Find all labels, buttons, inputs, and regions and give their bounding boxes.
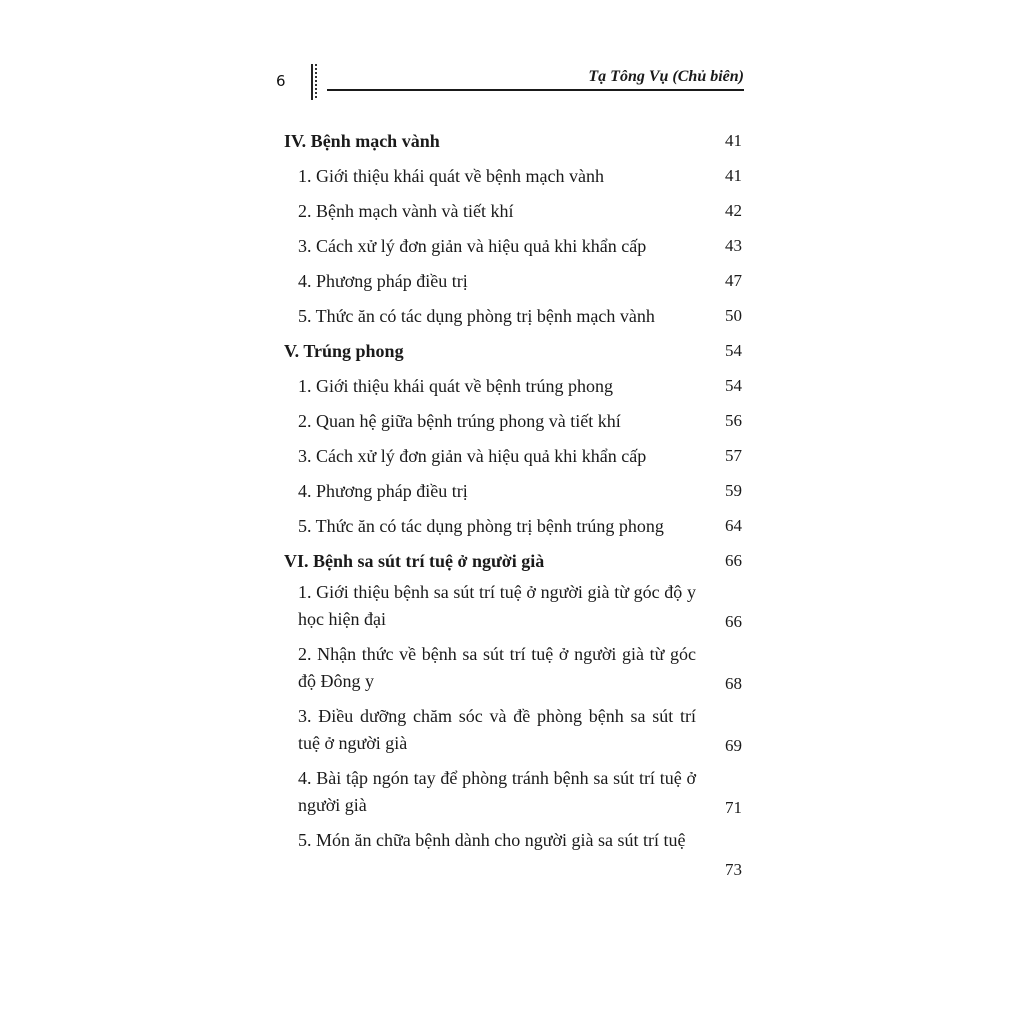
toc-page-ref: 71 [725, 798, 742, 817]
toc-item [284, 299, 742, 334]
page-header [276, 68, 746, 100]
toc-page-ref: 41 [725, 166, 742, 185]
toc-page-ref: 73 [725, 860, 742, 879]
toc-item [284, 827, 742, 889]
toc-page-ref: 54 [725, 376, 742, 395]
toc-item-label: 5. Món ăn chữa bệnh dành cho người già sa sút trí tuệ [298, 830, 686, 850]
toc-item [284, 765, 742, 827]
toc-page-ref: 54 [725, 341, 742, 360]
toc-page-ref: 43 [725, 236, 742, 255]
toc-page-ref: 59 [725, 481, 742, 500]
toc-item-label: 1. Giới thiệu bệnh sa sút trí tuệ ở người già từ góc độ y học hiện đại [298, 582, 696, 629]
table-of-contents [284, 124, 742, 889]
toc-item-label: 3. Cách xử lý đơn giản và hiệu quả khi khẩn cấp [298, 236, 647, 256]
toc-item [284, 369, 742, 404]
toc-page-ref: 68 [725, 674, 742, 693]
header-rule [327, 89, 744, 91]
page-number: 6 [276, 72, 286, 90]
toc-item [284, 229, 742, 264]
ornament-dotted-bar [315, 64, 317, 100]
toc-item [284, 703, 742, 765]
toc-section [284, 124, 742, 159]
toc-item [284, 194, 742, 229]
toc-item-label: 3. Điều dưỡng chăm sóc và đề phòng bệnh sa sút trí tuệ ở người già [298, 706, 696, 753]
toc-item-label: 1. Giới thiệu khái quát về bệnh trúng phong [298, 376, 613, 396]
toc-item-label: 5. Thức ăn có tác dụng phòng trị bệnh trúng phong [298, 516, 664, 536]
toc-page-ref: 69 [725, 736, 742, 755]
toc-section-title: V. Trúng phong [284, 341, 404, 361]
toc-section-title: VI. Bệnh sa sút trí tuệ ở người già [284, 551, 545, 571]
toc-item-label: 4. Phương pháp điều trị [298, 271, 468, 291]
toc-item-label: 1. Giới thiệu khái quát về bệnh mạch vành [298, 166, 604, 186]
toc-page-ref: 66 [725, 612, 742, 631]
toc-item [284, 474, 742, 509]
toc-section-title: IV. Bệnh mạch vành [284, 131, 440, 151]
toc-item-label: 2. Nhận thức về bệnh sa sút trí tuệ ở người già từ góc độ Đông y [298, 644, 696, 691]
toc-page-ref: 42 [725, 201, 742, 220]
running-title: Tạ Tông Vụ (Chủ biên) [584, 68, 744, 86]
toc-section [284, 334, 742, 369]
toc-page-ref: 66 [725, 551, 742, 570]
toc-item-label: 3. Cách xử lý đơn giản và hiệu quả khi khẩn cấp [298, 446, 647, 466]
toc-item [284, 641, 742, 703]
toc-page-ref: 50 [725, 306, 742, 325]
toc-item [284, 404, 742, 439]
toc-item-label: 2. Bệnh mạch vành và tiết khí [298, 201, 514, 221]
toc-item-label: 4. Phương pháp điều trị [298, 481, 468, 501]
header-ornament [311, 64, 321, 100]
toc-item [284, 509, 742, 544]
toc-page-ref: 57 [725, 446, 742, 465]
toc-item-label: 5. Thức ăn có tác dụng phòng trị bệnh mạch vành [298, 306, 655, 326]
toc-page-ref: 64 [725, 516, 742, 535]
toc-page-ref: 41 [725, 131, 742, 150]
toc-section [284, 544, 742, 579]
ornament-bar [311, 64, 313, 100]
toc-item [284, 264, 742, 299]
toc-item [284, 579, 742, 641]
toc-page-ref: 56 [725, 411, 742, 430]
toc-item-label: 4. Bài tập ngón tay để phòng tránh bệnh sa sút trí tuệ ở người già [298, 768, 696, 815]
toc-item [284, 159, 742, 194]
toc-item-label: 2. Quan hệ giữa bệnh trúng phong và tiết khí [298, 411, 621, 431]
toc-page-ref: 47 [725, 271, 742, 290]
toc-item [284, 439, 742, 474]
